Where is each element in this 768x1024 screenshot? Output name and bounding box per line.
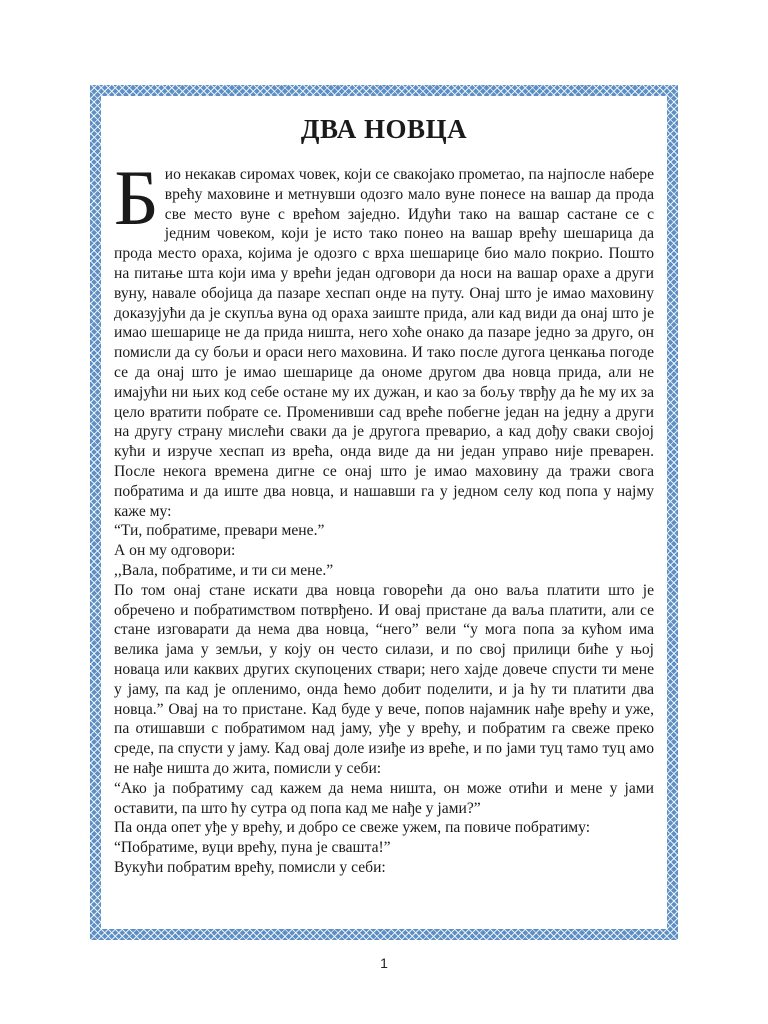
paragraph-9: Вукући побратим врећу, помисли у себи: bbox=[114, 858, 386, 876]
page-number: 1 bbox=[380, 955, 388, 971]
paragraph-3: А он му одговори: bbox=[114, 542, 236, 560]
paragraph-text: ио некакав сиромах човек, који се свакојако прометао, па најпосле набере врећу маховине и метнувши одозго мало вуне понесе на вашар да прода све место вуне с врећом заједно. Идући тако на вашар састане се с једним човеком, који је исто тако понео на вашар врећу шешарица да прода место ораха, којима је одозго с врха шешарице био мало покрио. Пошто на питање шта који има у врећи један одговори да носи на вашар орахе а други вуну, навале обојица да пазаре хеспап онде на путу. Онај што је имао маховину доказујући да је скупља вуна од ораха заиште прида, али кад види да онај што је имао шешарице не да прида ништа, него хоће онако да пазаре једно за друго, он помисли да су бољи и ораси него маховина. И тако после дугога ценкања погоде се да онај што је имао шешарице да ономе другом два новца прида, али не имајући ни њих код себе остане му их дужан, и као за бољу тврђу да ће му их за цело вратити побрате се. Променивши сад вреће побегне један на једну а други на другу страну мислећи сваки да је другога преварио, а кад дођу сваки својој кући и изруче хеспап из врећа, онда виде да ни један управо није преварен. После некога времена дигне се онај што је имао маховину да тражи свога побратима и да иште два новца, и нашавши га у једном селу код попа у најму каже му: bbox=[114, 166, 654, 520]
document-page bbox=[101, 96, 667, 929]
paragraph-8: “Побратиме, вуци врећу, пуна је свашта!” bbox=[114, 839, 391, 857]
paragraph-7: Па онда опет уђе у врећу, и добро се свеже ужем, па повиче побратиму: bbox=[114, 819, 591, 837]
paragraph-4: ,,Вала, побратиме, и ти си мене.” bbox=[114, 561, 334, 579]
drop-cap: Б bbox=[114, 154, 159, 241]
document-body bbox=[114, 154, 654, 878]
paragraph-5: По том онај стане искати два новца говорећи да оно ваља платити што је обречено и побратимством потврђено. И овај пристане да ваља платити, али се стане изговарати да нема два новца, “него” вели “у мога попа за кућом има велика јама у земљи, у коју он често силази, и по свој прилици биће у њој новаца или каквих других скупоцених ствари; него хајде довече спусти ти мене у јаму, па кад је опленимо, онда ћемо добит поделити, и ја ћу ти платити два новца.” Овај на то пристане. Кад буде у вече, попов најамник нађе врећу и уже, па отишавши с побратимом над јаму, уђе у врећу, и побратим га свеже преко среде, па спусти у јаму. Кад овај доле изиђе из вреће, и по јами туц тамо туц амо не нађе ништа до жита, помисли у себи: bbox=[114, 581, 654, 777]
paragraph-2: “Ти, побратиме, превари мене.” bbox=[114, 522, 325, 540]
document-title: ДВА НОВЦА bbox=[300, 114, 468, 144]
paragraph-1 bbox=[114, 154, 654, 521]
ornamental-border bbox=[90, 85, 678, 940]
paragraph-6: “Ако ја побратиму сад кажем да нема ништа, он може отићи и мене у јами оставити, па што ћу сутра од попа кад ме нађе у јами?” bbox=[114, 779, 654, 817]
